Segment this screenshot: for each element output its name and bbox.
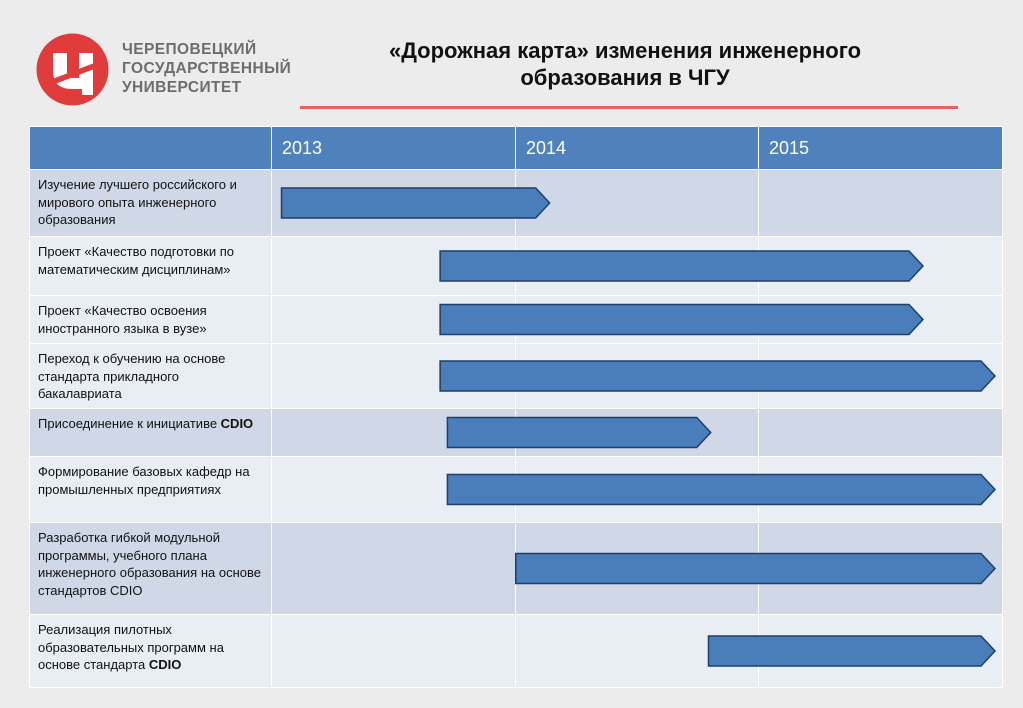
university-name-line: ГОСУДАРСТВЕННЫЙ (122, 60, 292, 77)
slide-header (0, 0, 1023, 120)
timeline-cell (516, 409, 759, 457)
university-name-line: ЧЕРЕПОВЕЦКИЙ (122, 41, 257, 58)
task-text: Переход к обучению на основе стандарта прикладного бакалавриата (38, 351, 226, 401)
timeline-cell (272, 615, 516, 688)
university-logo-icon (36, 33, 109, 106)
task-label (30, 523, 272, 615)
roadmap-table (29, 126, 1003, 688)
title-line: «Дорожная карта» изменения инженерного (388, 38, 862, 63)
table-row (30, 170, 1003, 237)
timeline-cell (759, 615, 1003, 688)
table-row (30, 409, 1003, 457)
timeline-cell (759, 344, 1003, 409)
table-row (30, 344, 1003, 409)
timeline-cell (516, 523, 759, 615)
timeline-cell (759, 170, 1003, 237)
timeline-cell (272, 170, 516, 237)
university-name (122, 40, 291, 97)
task-text: Реализация пилотных образовательных программ на основе стандарта (38, 622, 224, 672)
task-label (30, 170, 272, 237)
task-label (30, 237, 272, 296)
university-name-line: УНИВЕРСИТЕТ (122, 79, 242, 96)
timeline-cell (516, 344, 759, 409)
task-label (30, 409, 272, 457)
timeline-cell (272, 523, 516, 615)
task-text: Проект «Качество освоения иностранного языка в вузе» (38, 303, 207, 336)
timeline-cell (759, 296, 1003, 344)
task-label (30, 615, 272, 688)
timeline-cell (516, 457, 759, 523)
task-bold-text: CDIO (148, 657, 182, 672)
timeline-cell (516, 237, 759, 296)
table-row (30, 457, 1003, 523)
task-bold-text: CDIO (220, 416, 254, 431)
task-text: Изучение лучшего российского и мирового опыта инженерного образования (38, 177, 237, 227)
timeline-cell (759, 457, 1003, 523)
task-label (30, 344, 272, 409)
timeline-cell (516, 615, 759, 688)
timeline-cell (759, 409, 1003, 457)
timeline-cell (272, 409, 516, 457)
task-text: Проект «Качество подготовки по математическим дисциплинам» (38, 244, 234, 277)
header-corner-cell (30, 127, 272, 170)
timeline-cell (272, 237, 516, 296)
task-text: Разработка гибкой модульной программы, учебного плана инженерного образования на основе стандартов CDIO (38, 530, 261, 598)
slide-title (300, 37, 950, 91)
timeline-cell (516, 296, 759, 344)
year-header: 2014 (516, 127, 759, 170)
task-text: Присоединение к инициативе (38, 416, 221, 431)
title-underline (300, 106, 958, 109)
timeline-cell (272, 296, 516, 344)
task-label (30, 457, 272, 523)
timeline-cell (759, 237, 1003, 296)
timeline-cell (516, 170, 759, 237)
table-row (30, 296, 1003, 344)
title-line: образования в ЧГУ (520, 65, 730, 90)
task-text: Формирование базовых кафедр на промышленных предприятиях (38, 464, 250, 497)
timeline-cell (759, 523, 1003, 615)
timeline-cell (272, 457, 516, 523)
timeline-cell (272, 344, 516, 409)
task-label (30, 296, 272, 344)
table-row (30, 523, 1003, 615)
table-row (30, 237, 1003, 296)
year-header: 2013 (272, 127, 516, 170)
year-header: 2015 (759, 127, 1003, 170)
table-row (30, 615, 1003, 688)
table-header-row (30, 127, 1003, 170)
